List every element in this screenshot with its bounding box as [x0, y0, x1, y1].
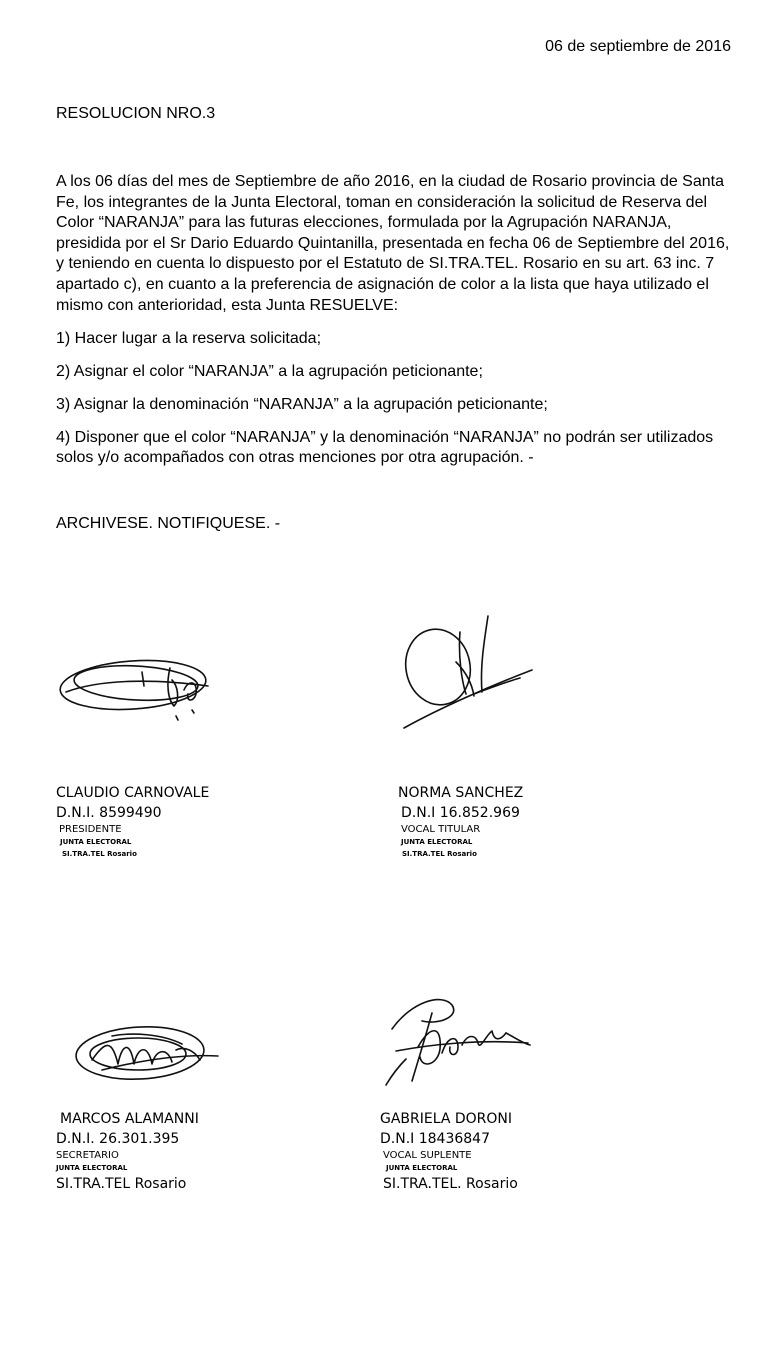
signatory-name: GABRIELA DORONI [380, 1111, 513, 1127]
resolution-body [56, 172, 732, 481]
signatory-dni: D.N.I. 8599490 [56, 805, 162, 821]
resolution-intro: A los 06 días del mes de Septiembre de año 2016, en la ciudad de Rosario provincia de Santa Fe, los integrantes de la Junta Electoral, toman en consideración la solicitud de Reserva del Color “NARANJA” para las futuras elecciones, formulada por la Agrupación NARANJA, presidida por el Sr Dario Eduardo Quintanilla, presentada en fecha 06 de Septiembre del 2016, y teniendo en cuenta lo dispuesto por el Estatuto de SI.TRA.TEL. Rosario en su art. 63 inc. 7 apartado c), en cuanto a la preferencia de asignación de color a la lista que haya utilizado el mismo con anterioridad, esta Junta RESUELVE: [56, 173, 730, 314]
signatory-block-sanchez [398, 783, 523, 860]
signature-sanchez [400, 612, 535, 734]
signatory-role: VOCAL SUPLENTE [383, 1150, 472, 1161]
signatory-org: SI.TRA.TEL Rosario [62, 850, 137, 858]
signatory-dni: D.N.I 16.852.969 [401, 805, 520, 821]
signature-carnovale [58, 650, 218, 725]
signatory-body: JUNTA ELECTORAL [56, 1164, 128, 1172]
signatory-org: SI.TRA.TEL. Rosario [383, 1176, 518, 1192]
signatory-body: JUNTA ELECTORAL [386, 1164, 458, 1172]
signatory-name: MARCOS ALAMANNI [60, 1111, 199, 1127]
signatory-role: PRESIDENTE [59, 824, 122, 835]
closing-statement: ARCHIVESE. NOTIFIQUESE. - [56, 515, 281, 532]
resolution-item-3: 3) Asignar la denominación “NARANJA” a la agrupación peticionante; [56, 395, 548, 413]
resolution-item-2: 2) Asignar el color “NARANJA” a la agrupación peticionante; [56, 362, 483, 380]
signatory-name: CLAUDIO CARNOVALE [56, 785, 210, 801]
signatory-org: SI.TRA.TEL Rosario [56, 1176, 187, 1192]
resolution-title: RESOLUCION NRO.3 [56, 105, 216, 122]
signatory-dni: D.N.I 18436847 [380, 1131, 490, 1147]
signatory-block-carnovale [56, 783, 209, 860]
signatory-role: VOCAL TITULAR [401, 824, 481, 835]
resolution-item-4: 4) Disponer que el color “NARANJA” y la denominación “NARANJA” no podrán ser utilizados solos y/o acompañados con otras menciones por otra agrupación. - [56, 428, 714, 467]
signatory-body: JUNTA ELECTORAL [60, 838, 132, 846]
signature-doroni [382, 995, 534, 1090]
signatory-name: NORMA SANCHEZ [398, 785, 524, 801]
signature-alamanni [72, 1020, 222, 1085]
signatory-dni: D.N.I. 26.301.395 [56, 1131, 180, 1147]
signatory-body: JUNTA ELECTORAL [401, 838, 473, 846]
resolution-item-1: 1) Hacer lugar a la reserva solicitada; [56, 329, 322, 347]
signatory-block-alamanni [56, 1109, 199, 1194]
signatory-role: SECRETARIO [56, 1150, 119, 1161]
document-date: 06 de septiembre de 2016 [545, 38, 731, 55]
signatory-block-doroni [380, 1109, 518, 1194]
signatory-org: SI.TRA.TEL Rosario [402, 850, 477, 858]
